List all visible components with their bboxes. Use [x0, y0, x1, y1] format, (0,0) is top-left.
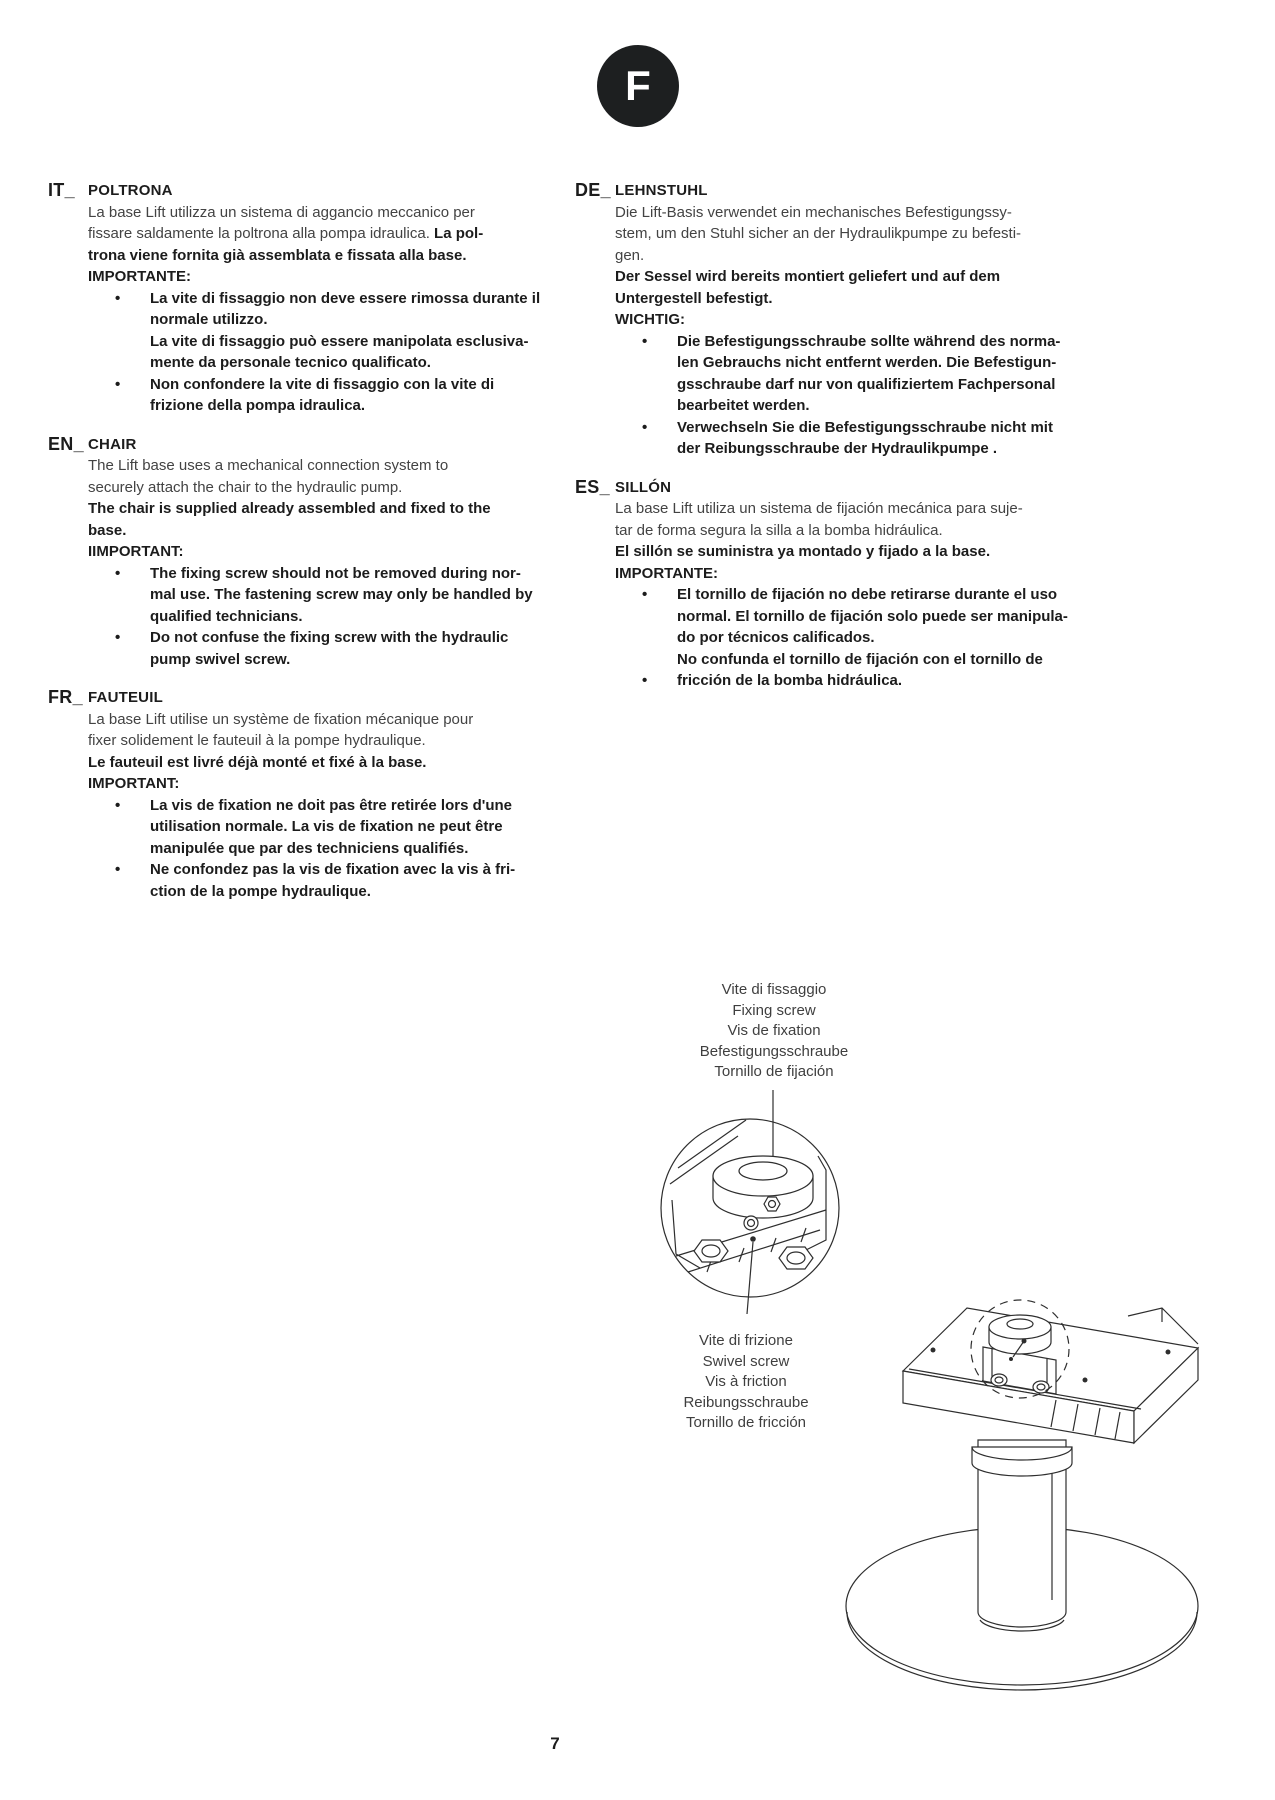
text-segment: The Lift base uses a mechanical connection system to — [88, 457, 449, 474]
bullet-marker: • — [642, 586, 648, 603]
bullet-marker: • — [115, 289, 121, 307]
paragraph-line — [615, 520, 1090, 542]
section-heading: POLTRONA — [88, 182, 173, 199]
text-segment: IMPORTANTE: — [88, 268, 192, 285]
text-segment: La base Lift utilizza un sistema di aggancio meccanico per — [88, 203, 475, 221]
language-tag: IT_ — [48, 180, 75, 200]
bullet-text — [677, 670, 1090, 692]
paragraph-line — [88, 266, 560, 288]
bullet-item — [88, 374, 560, 417]
paragraph-line — [615, 563, 1090, 585]
section-heading: FAUTEUIL — [88, 689, 163, 706]
bullet-item — [615, 584, 1090, 670]
paragraph-line — [88, 245, 560, 267]
paragraph-line — [88, 202, 560, 224]
section-it — [48, 180, 560, 417]
paragraph-line — [615, 245, 1090, 267]
paragraph-line — [88, 477, 560, 499]
bullet-line: Ne confondez pas la vis de fixation avec la vis à fri- — [150, 861, 516, 878]
section-content — [88, 434, 560, 671]
fixing-screw-label: Fixing screw — [732, 1001, 816, 1019]
bullet-line: normal. El tornillo de fijación solo puede ser manipula- — [677, 607, 1068, 625]
bullet-marker: • — [115, 375, 121, 393]
text-segment: La pol- — [434, 225, 484, 242]
bullet-marker: • — [115, 861, 121, 878]
bullet-line: gsschraube darf nur von qualifiziertem Fachpersonal — [677, 375, 1056, 393]
language-tag: DE_ — [575, 180, 611, 200]
language-tag: EN_ — [48, 433, 84, 454]
bullet-text — [150, 563, 560, 628]
bullet-line: len Gebrauchs nicht entfernt werden. Die Befestigun- — [677, 354, 1057, 371]
bullet-line: qualified technicians. — [150, 607, 303, 625]
paragraph-line — [88, 709, 560, 731]
text-segment: El sillón se suministra ya montado y fijado a la base. — [615, 543, 991, 560]
step-badge-letter: F — [625, 62, 651, 109]
bullet-marker: • — [642, 332, 648, 350]
bullet-text — [150, 795, 560, 860]
section-content — [88, 180, 560, 417]
fixing-screw-label: Befestigungsschraube — [699, 1042, 849, 1060]
bullet-line: Die Befestigungsschraube sollte während des norma- — [677, 332, 1061, 350]
paragraph-line — [88, 541, 560, 563]
bullet-item — [615, 670, 1090, 692]
bullet-line: utilisation normale. La vis de fixation ne peut être — [150, 818, 503, 835]
text-segment: fixer solidement le fauteuil à la pompe hydraulique. — [88, 732, 426, 749]
swivel-screw-label: Vite di frizione — [699, 1332, 793, 1349]
bullet-line: La vite di fissaggio può essere manipolata esclusiva- — [150, 332, 529, 350]
bullet-line: La vite di fissaggio non deve essere rimossa durante il — [150, 289, 541, 307]
text-segment: La base Lift utilise un système de fixation mécanique pour — [88, 710, 474, 728]
bullet-line: No confunda el tornillo de fijación con el tornillo de — [677, 650, 1043, 668]
bullet-line: Do not confuse the fixing screw with the hydraulic — [150, 629, 509, 646]
text-segment: IIMPORTANT: — [88, 543, 184, 560]
paragraph-line — [615, 202, 1090, 224]
text-segment: Untergestell befestigt. — [615, 289, 773, 307]
mount-detail-drawing — [670, 1120, 826, 1272]
paragraph-line — [88, 730, 560, 752]
bullet-text — [677, 417, 1090, 460]
section-content — [615, 180, 1090, 460]
bullet-text — [150, 374, 560, 417]
swivel-screw-label: Reibungsschraube — [683, 1393, 809, 1411]
section-de — [575, 180, 1090, 460]
language-tag: ES_ — [575, 476, 610, 497]
paragraph-line — [88, 223, 560, 245]
language-tag: FR_ — [48, 687, 83, 707]
bullet-line: Verwechseln Sie die Befestigungsschraube nicht mit — [677, 418, 1053, 436]
bullet-text — [150, 859, 560, 902]
fixing-screw-label: Vis de fixation — [727, 1022, 821, 1039]
bullet-line: frizione della pompa idraulica. — [150, 397, 366, 414]
bullet-line: fricción de la bomba hidráulica. — [677, 672, 903, 689]
paragraph-line — [88, 752, 560, 774]
bullet-line: mal use. The fastening screw may only be handled by — [150, 586, 533, 603]
paragraph-line — [615, 223, 1090, 245]
bullet-item — [88, 627, 560, 670]
text-segment: trona viene fornita già assemblata e fissata alla base. — [88, 246, 467, 264]
text-segment: Le fauteuil est livré déjà monté et fixé à la base. — [88, 753, 427, 771]
pedestal-drawing — [846, 1308, 1198, 1690]
bullet-item — [615, 331, 1090, 417]
paragraph-line — [615, 541, 1090, 563]
swivel-screw-label: Vis à friction — [705, 1373, 787, 1390]
bullet-item — [88, 288, 560, 374]
bullet-line: do por técnicos calificados. — [677, 629, 875, 646]
section-es — [575, 477, 1090, 692]
bullet-marker: • — [115, 796, 121, 814]
step-badge — [597, 45, 679, 127]
bullet-line: manipulée que par des techniciens qualifiés. — [150, 839, 469, 857]
bullet-text — [150, 288, 560, 374]
bullet-text — [150, 627, 560, 670]
text-column-right — [575, 180, 1090, 709]
bullet-text — [677, 584, 1090, 670]
text-segment: Der Sessel wird bereits montiert geliefert und auf dem — [615, 268, 1001, 285]
section-heading: LEHNSTUHL — [615, 182, 708, 199]
text-column-left — [48, 180, 560, 919]
text-segment: tar de forma segura la silla a la bomba hidráulica. — [615, 521, 943, 539]
text-segment: IMPORTANTE: — [615, 564, 719, 582]
paragraph-line — [88, 520, 560, 542]
bullet-line: mente da personale tecnico qualificato. — [150, 354, 431, 371]
bullet-line: La vis de fixation ne doit pas être retirée lors d'une — [150, 796, 512, 814]
bullet-item — [88, 795, 560, 860]
fixing-screw-label: Tornillo de fijación — [714, 1063, 834, 1080]
section-content — [88, 687, 560, 902]
bullet-line: bearbeitet werden. — [677, 397, 810, 414]
bullet-text — [677, 331, 1090, 417]
text-segment: gen. — [615, 246, 645, 264]
paragraph-line — [615, 309, 1090, 331]
bullet-item — [615, 417, 1090, 460]
bullet-line: ction de la pompe hydraulique. — [150, 882, 371, 900]
text-segment: La base Lift utiliza un sistema de fijación mecánica para suje- — [615, 500, 1023, 517]
section-en — [48, 434, 560, 671]
section-fr — [48, 687, 560, 902]
bullet-line: El tornillo de fijación no debe retirarse durante el uso — [677, 586, 1058, 603]
bullet-line: der Reibungsschraube der Hydraulikpumpe . — [677, 440, 998, 457]
bullet-line: normale utilizzo. — [150, 311, 268, 328]
paragraph-line — [88, 498, 560, 520]
section-content — [615, 477, 1090, 692]
swivel-screw-label: Swivel screw — [702, 1352, 790, 1370]
text-segment: securely attach the chair to the hydraulic pump. — [88, 478, 403, 496]
text-segment: IMPORTANT: — [88, 775, 180, 792]
text-segment: The chair is supplied already assembled and fixed to the — [88, 500, 491, 517]
paragraph-line — [88, 773, 560, 795]
bullet-item — [88, 859, 560, 902]
text-segment: WICHTIG: — [615, 311, 685, 328]
page-number: 7 — [550, 1734, 560, 1753]
paragraph-line — [615, 288, 1090, 310]
bullet-line: The fixing screw should not be removed during nor- — [150, 564, 521, 582]
swivel-screw-label: Tornillo de fricción — [685, 1414, 807, 1431]
bullet-line: Non confondere la vite di fissaggio con la vite di — [150, 375, 495, 393]
section-heading: SILLÓN — [615, 478, 672, 496]
paragraph-line — [615, 498, 1090, 520]
fixing-screw-label: Vite di fissaggio — [721, 981, 827, 998]
bullet-item — [88, 563, 560, 628]
bullet-marker: • — [642, 418, 648, 436]
bullet-marker: • — [115, 564, 121, 582]
section-heading: CHAIR — [88, 435, 137, 453]
text-segment: Die Lift-Basis verwendet ein mechanisches Befestigungssy- — [615, 203, 1012, 221]
text-segment: base. — [88, 521, 127, 539]
bullet-marker: • — [115, 629, 121, 646]
paragraph-line — [88, 455, 560, 477]
paragraph-line — [615, 266, 1090, 288]
text-segment: stem, um den Stuhl sicher an der Hydraulikpumpe zu befesti- — [615, 225, 1022, 242]
text-segment: fissare saldamente la poltrona alla pompa idraulica. — [88, 225, 435, 242]
bullet-line: pump swivel screw. — [150, 650, 291, 668]
technical-illustration — [540, 950, 1240, 1750]
bullet-marker: • — [642, 672, 648, 689]
